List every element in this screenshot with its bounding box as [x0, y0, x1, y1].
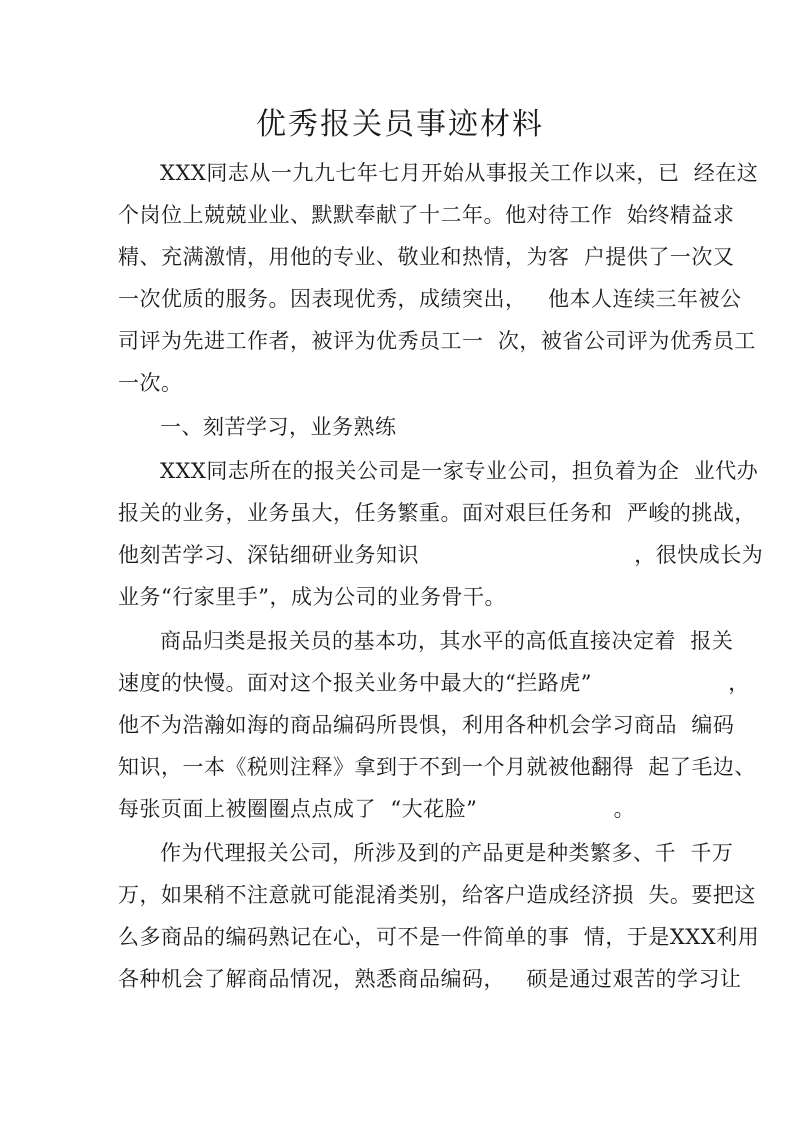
paragraph-4-line-1: 作为代理报关公司，所涉及到的产品更是种类繁多、千 千万: [160, 841, 734, 865]
paragraph-1-line-2: 个岗位上兢兢业业、默默奉献了十二年。他对待工作 始终精益求: [118, 203, 735, 227]
section-heading: 一、刻苦学习，业务熟练: [160, 415, 397, 439]
paragraph-3-line-4: 知识，一本《税则注释》拿到于不到一个月就被他翻得 起了毛边、: [118, 755, 756, 779]
paragraph-1-line-4: 一次优质的服务。因表现优秀，成绩突出， 他本人连续三年被公: [118, 287, 742, 311]
paragraph-1-line-6: 一次。: [118, 371, 183, 395]
paragraph-3-line-3: 他不为浩瀚如海的商品编码所畏惧，利用各种机会学习商品 编码: [118, 713, 735, 737]
paragraph-3-line-2: 速度的快慢。面对这个报关业务中最大的“拦路虎” ，: [118, 671, 750, 695]
paragraph-1-line-5: 司评为先进工作者，被评为优秀员工一 次，被省公司评为优秀员工: [118, 329, 756, 353]
paragraph-1-line-1: XXX同志从一九九七年七月开始从事报关工作以来，已 经在这: [160, 161, 759, 185]
document-title: 优秀报关员事迹材料: [256, 107, 544, 142]
paragraph-4-line-3: 么多商品的编码熟记在心，可不是一件简单的事 情，于是XXX利用: [118, 925, 760, 949]
paragraph-2-line-1: XXX同志所在的报关公司是一家专业公司，担负着为企 业代办: [160, 459, 759, 483]
paragraph-1-line-3: 精、充满激情，用他的专业、敬业和热情，为客 户提供了一次又: [118, 245, 735, 269]
paragraph-4-line-4: 各种机会了解商品情况，熟悉商品编码， 硕是通过艰苦的学习让: [118, 967, 742, 991]
paragraph-2-line-2: 报关的业务，业务虽大，任务繁重。面对艰巨任务和 严峻的挑战，: [118, 501, 756, 525]
paragraph-4-line-2: 万，如果稍不注意就可能混淆类别，给客户造成经济损 失。要把这: [118, 883, 756, 907]
paragraph-3-line-5: 每张页面上被圈圈点点成了 “大花脸” 。: [118, 797, 636, 821]
paragraph-2-line-4: 业务“行家里手”，成为公司的业务骨干。: [118, 585, 506, 609]
paragraph-2-line-3: 他刻苦学习、深钻细研业务知识 ，很快成长为: [118, 543, 764, 567]
paragraph-3-line-1: 商品归类是报关员的基本功，其水平的高低直接决定着 报关: [160, 629, 734, 653]
